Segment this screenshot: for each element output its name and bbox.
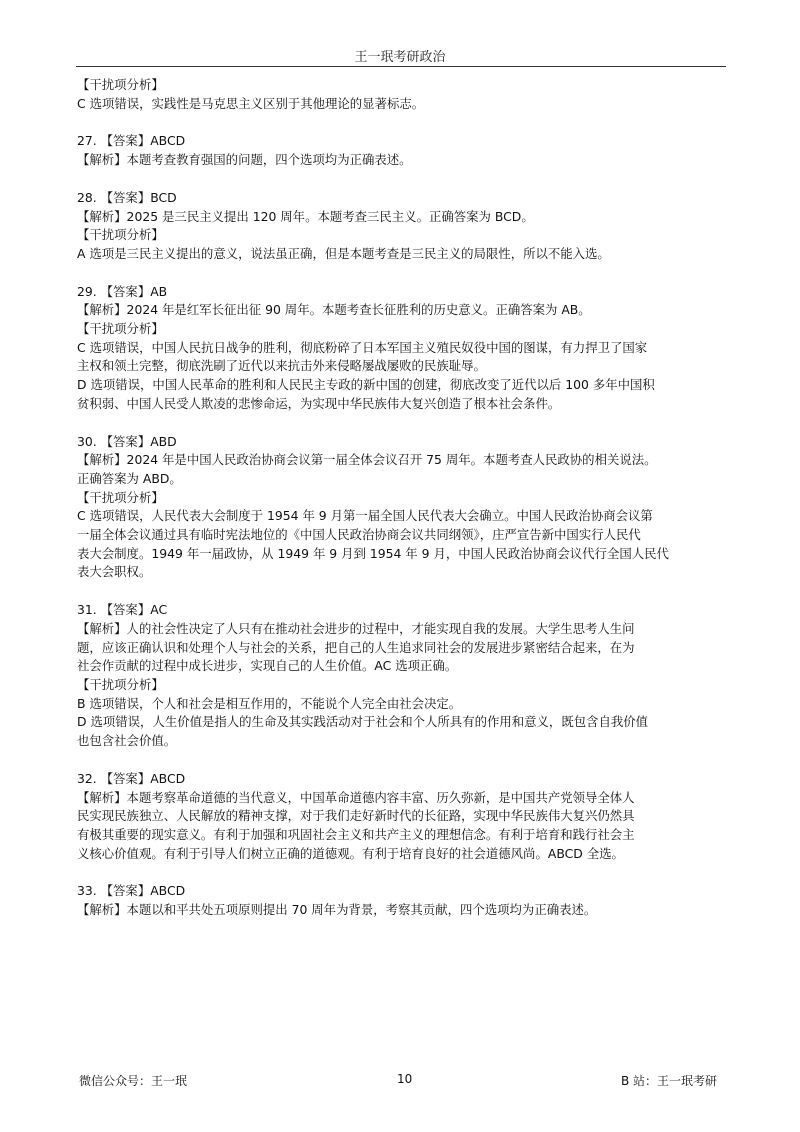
text-line: 表大会职权。 (77, 564, 152, 580)
text-line: 28. 【答案】BCD (77, 189, 177, 205)
page-header-title: 王一珉考研政治 (354, 50, 446, 65)
text-line: C 选项错误，中国人民抗日战争的胜利，彻底粉碎了日本军国主义殖民奴役中国的图谋，有力捍卫了国家 (77, 339, 648, 355)
answer-block (77, 882, 723, 919)
text-line: 【干扰项分析】 (77, 321, 164, 337)
text-line: 贫积弱、中国人民受人欺凌的悲惨命运，为实现中华民族伟大复兴创造了根本社会条件。 (77, 395, 561, 411)
text-line: 【解析】本题以和平共处五项原则提出 70 周年为背景，考察其贡献，四个选项均为正确表述。 (77, 902, 597, 918)
text-line: C 选项错误，实践性是马克思主义区别于其他理论的显著标志。 (77, 95, 425, 111)
text-line: B 选项错误，个人和社会是相互作用的，不能说个人完全由社会决定。 (77, 695, 462, 711)
page-number: 10 (397, 1072, 413, 1086)
header-divider (76, 66, 726, 67)
footer-wechat: 微信公众号：王一珉 (79, 1074, 188, 1088)
text-line: 【解析】2024 年是红军长征出征 90 周年。本题考查长征胜利的历史意义。正确答案为 AB。 (77, 302, 591, 318)
text-line: 【干扰项分析】 (77, 227, 164, 243)
text-line: C 选项错误，人民代表大会制度于 1954 年 9 月第一届全国人民代表大会确立。中国人民政治协商会议第 (77, 508, 653, 524)
text-line: 【解析】2025 是三民主义提出 120 周年。本题考查三民主义。正确答案为 BCD。 (77, 208, 534, 224)
text-line: D 选项错误，人生价值是指人的生命及其实践活动对于社会和个人所具有的作用和意义，既包含自我价值 (77, 714, 649, 730)
text-line: 表大会制度。1949 年一届政协，从 1949 年 9 月到 1954 年 9 月，中国人民政治协商会议代行全国人民代 (77, 545, 669, 561)
answer-block (77, 132, 723, 169)
text-line: 【解析】本题考察革命道德的当代意义，中国革命道德内容丰富、历久弥新，是中国共产党领导全体人 (77, 789, 635, 805)
text-line: 也包含社会价值。 (77, 733, 177, 749)
text-line: 社会作贡献的过程中成长进步，实现自己的人生价值。AC 选项正确。 (77, 658, 458, 674)
answer-block (77, 770, 723, 864)
text-line: 有极其重要的现实意义。有利于加强和巩固社会主义和共产主义的理想信念。有利于培育和践行社会主 (77, 826, 635, 842)
text-line: 27. 【答案】ABCD (77, 133, 186, 149)
answer-block (77, 433, 723, 583)
text-line: 一届全体会议通过具有临时宪法地位的《中国人民政治协商会议共同纲领》，庄严宣告新中国实行人民代 (77, 527, 641, 543)
answer-block (77, 283, 723, 414)
text-line: D 选项错误，中国人民革命的胜利和人民民主专政的新中国的创建，彻底改变了近代以后 100 多年中国积 (77, 377, 655, 393)
text-line: A 选项是三民主义提出的意义，说法虽正确，但是本题考查是三民主义的局限性，所以不能入选。 (77, 245, 610, 261)
text-line: 33. 【答案】ABCD (77, 883, 186, 899)
text-line: 30. 【答案】ABD (77, 433, 177, 449)
text-line: 32. 【答案】ABCD (77, 770, 186, 786)
answer-block (77, 189, 723, 264)
text-line: 正确答案为 ABD。 (77, 470, 182, 486)
answer-explanations (77, 76, 723, 939)
text-line: 29. 【答案】AB (77, 283, 168, 299)
text-line: 【干扰项分析】 (77, 676, 164, 692)
text-line: 主权和领土完整，彻底洗刷了近代以来抗击外来侵略屡战屡败的民族耻辱。 (77, 358, 486, 374)
footer-bilibili: B 站：王一珉考研 (621, 1074, 718, 1088)
text-line: 义核心价值观。有利于引导人们树立正确的道德观。有利于培育良好的社会道德风尚。ABCD 全选。 (77, 845, 624, 861)
text-line: 【干扰项分析】 (77, 489, 164, 505)
text-line: 民实现民族独立、人民解放的精神支撑，对于我们走好新时代的长征路，实现中华民族伟大复兴仍然具 (77, 808, 635, 824)
text-line: 【干扰项分析】 (77, 77, 164, 92)
text-line: 【解析】2024 年是中国人民政治协商会议第一届全体会议召开 75 周年。本题考查人民政协的相关说法。 (77, 452, 657, 468)
text-line: 【解析】人的社会性决定了人只有在推动社会进步的过程中，才能实现自我的发展。大学生思考人生问 (77, 620, 635, 636)
text-line: 【解析】本题考查教育强国的问题，四个选项均为正确表述。 (77, 152, 412, 168)
text-line: 31. 【答案】AC (77, 602, 168, 618)
answer-block (77, 76, 723, 113)
text-line: 题，应该正确认识和处理个人与社会的关系，把自己的人生追求同社会的发展进步紧密结合起来，在为 (77, 639, 635, 655)
answer-block (77, 601, 723, 751)
